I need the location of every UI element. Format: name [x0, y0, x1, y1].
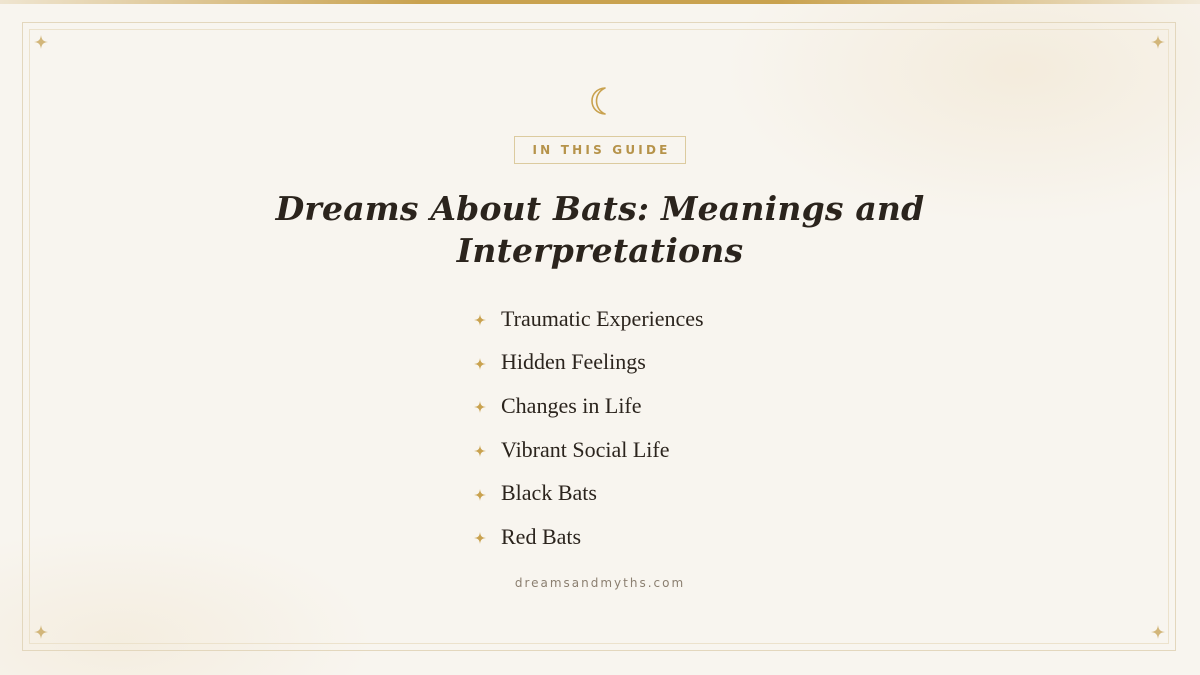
toc-item-black-bats[interactable] — [472, 471, 704, 515]
corner-star-icon-bottom-left — [34, 625, 48, 639]
star-bullet-icon — [472, 530, 488, 546]
toc-item-label: Hidden Feelings — [501, 349, 646, 375]
section-badge: IN THIS GUIDE — [514, 136, 686, 164]
page-title-line-2: Interpretations — [456, 231, 744, 270]
toc-item-hidden-feelings[interactable] — [472, 341, 704, 385]
site-url[interactable]: dreamsandmyths.com — [514, 576, 686, 590]
toc-item-label: Black Bats — [501, 480, 597, 506]
corner-star-icon-bottom-right — [1151, 625, 1165, 639]
corner-star-icon-top-left — [34, 35, 48, 49]
toc-item-label: Red Bats — [501, 523, 582, 549]
toc-item-vibrant-social-life[interactable] — [472, 428, 704, 472]
toc-item-changes-in-life[interactable] — [472, 384, 704, 428]
top-accent-rule — [0, 0, 1200, 4]
toc-item-traumatic-experiences[interactable] — [472, 297, 704, 341]
toc-item-label: Changes in Life — [501, 392, 642, 418]
toc-item-red-bats[interactable] — [472, 515, 704, 559]
corner-star-icon-top-right — [1151, 35, 1165, 49]
star-bullet-icon — [472, 356, 488, 372]
toc-item-label: Traumatic Experiences — [501, 305, 704, 331]
page-title — [250, 188, 950, 272]
toc-item-label: Vibrant Social Life — [501, 436, 670, 462]
star-bullet-icon — [472, 487, 488, 503]
table-of-contents — [472, 297, 704, 559]
crescent-moon-icon — [588, 86, 612, 116]
star-bullet-icon — [472, 399, 488, 415]
page-title-line-1: Dreams About Bats: Meanings and — [275, 189, 925, 228]
star-bullet-icon — [472, 312, 488, 328]
star-bullet-icon — [472, 443, 488, 459]
